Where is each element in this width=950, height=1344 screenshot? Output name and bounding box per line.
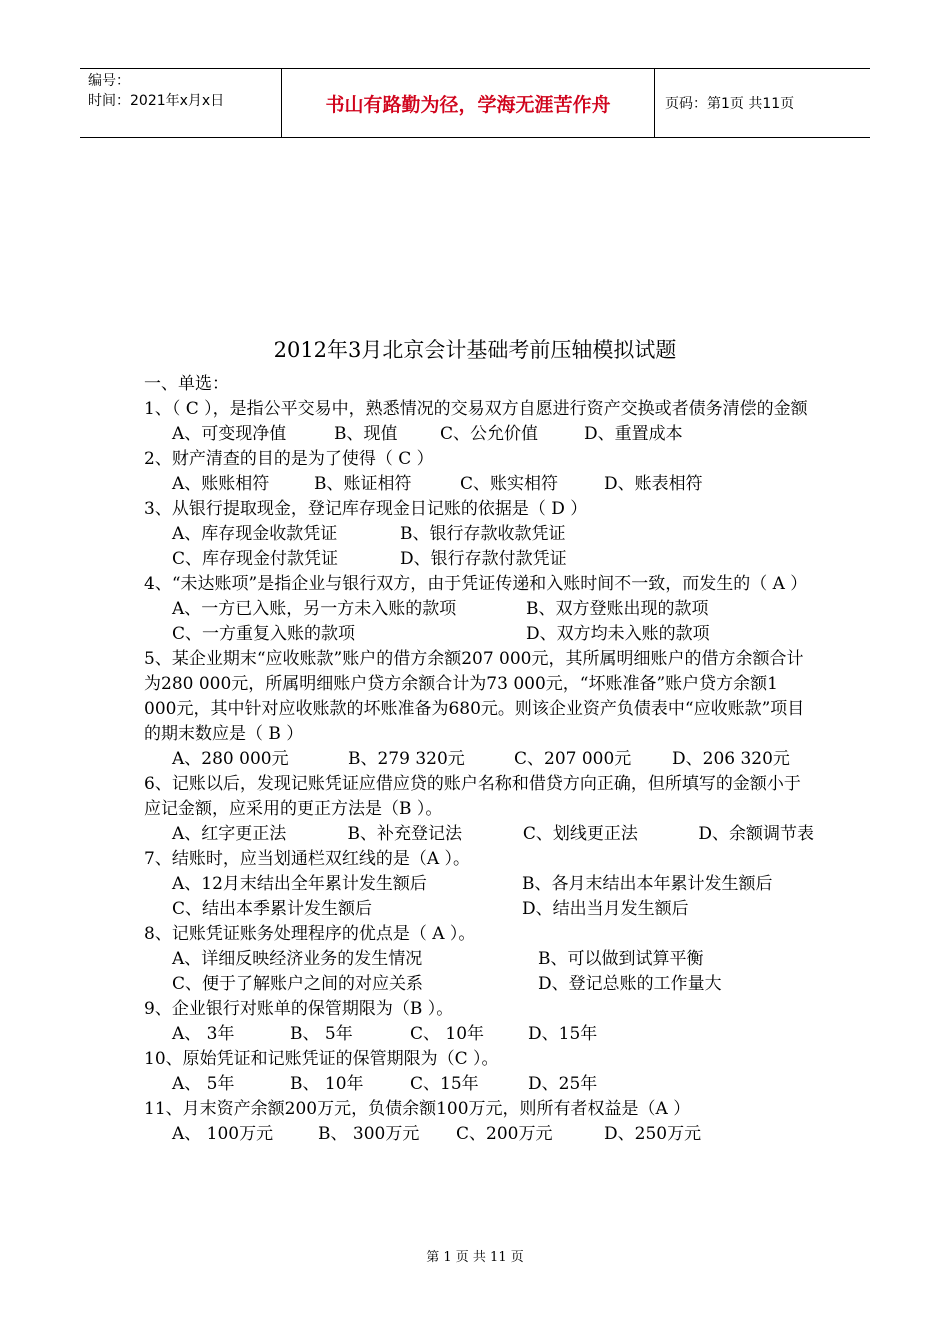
option-item: B、补充登记法 — [347, 824, 462, 844]
option-item: A、详细反映经济业务的发生情况 — [172, 949, 423, 969]
option-item: A、一方已入账，另一方未入账的款项 — [172, 599, 457, 619]
option-item: A、红字更正法 — [172, 824, 287, 844]
option-item: D、结出当月发生额后 — [522, 899, 689, 919]
header-motto: 书山有路勤为径，学海无涯苦作舟 — [282, 69, 655, 137]
option-row — [144, 472, 814, 497]
option-item: C、便于了解账户之间的对应关系 — [172, 974, 424, 994]
option-item: C、一方重复入账的款项 — [172, 624, 356, 644]
option-item: D、15年 — [528, 1024, 598, 1044]
option-row — [144, 822, 814, 847]
option-item: A、账账相符 — [172, 474, 270, 494]
option-item: C、划线更正法 — [522, 824, 638, 844]
option-item: A、12月末结出全年累计发生额后 — [172, 874, 427, 894]
section-heading: 一、单选： — [144, 374, 229, 394]
option-item: D、重置成本 — [584, 424, 683, 444]
option-row — [144, 1022, 814, 1047]
header-page-info: 页码：第1页 共11页 — [665, 96, 795, 112]
question-text: 3、从银行提取现金，登记库存现金日记账的依据是（ D ） — [144, 499, 588, 519]
option-row — [144, 622, 814, 647]
option-row — [144, 1072, 814, 1097]
option-item: B、银行存款收款凭证 — [400, 524, 566, 544]
option-item: B、账证相符 — [314, 474, 412, 494]
option-row — [144, 747, 814, 772]
option-item: D、余额调节表 — [698, 824, 814, 844]
option-item: D、25年 — [528, 1074, 598, 1094]
option-item: B、可以做到试算平衡 — [538, 949, 704, 969]
option-item: B、双方登账出现的款项 — [526, 599, 709, 619]
option-item: C、 10年 — [410, 1024, 485, 1044]
option-item: B、279 320元 — [348, 749, 465, 769]
option-row — [144, 1122, 814, 1147]
question-text: 8、记账凭证账务处理程序的优点是（ A ）。 — [144, 924, 476, 944]
time-label: 时间：2021年x月x日 — [88, 93, 225, 109]
document-title: 2012年3月北京会计基础考前压轴模拟试题 — [273, 338, 677, 362]
option-item: A、库存现金收款凭证 — [172, 524, 338, 544]
option-item: D、账表相符 — [604, 474, 703, 494]
option-item: A、 3年 — [172, 1024, 235, 1044]
page-footer: 第 1 页 共 11 页 — [426, 1250, 524, 1265]
option-item: A、 100万元 — [172, 1124, 274, 1144]
option-row — [144, 597, 814, 622]
option-row — [144, 972, 814, 997]
option-item: C、账实相符 — [460, 474, 559, 494]
option-row — [144, 547, 814, 572]
option-item: B、 300万元 — [318, 1124, 420, 1144]
option-item: C、结出本季累计发生额后 — [172, 899, 373, 919]
question-text: 11、月末资产余额200万元，负债余额100万元，则所有者权益是（A ） — [144, 1099, 691, 1119]
question-text: 7、结账时，应当划通栏双红线的是（A ）。 — [144, 849, 470, 869]
option-item: D、双方均未入账的款项 — [526, 624, 710, 644]
option-item: B、现值 — [334, 424, 398, 444]
question-text: 10、原始凭证和记账凭证的保管期限为（C ）。 — [144, 1049, 499, 1069]
option-item: A、280 000元 — [172, 749, 289, 769]
option-item: D、250万元 — [604, 1124, 702, 1144]
question-text: 4、“未达账项”是指企业与银行双方，由于凭证传递和入账时间不一致，而发生的（ A ） — [144, 574, 808, 594]
option-item: D、登记总账的工作量大 — [538, 974, 722, 994]
question-text: 6、记账以后，发现记账凭证应借应贷的账户名称和借贷方向正确，但所填写的金额小于应记金额，应采用的更正方法是（B ）。 — [144, 774, 801, 819]
option-item: A、可变现净值 — [172, 424, 287, 444]
option-item: B、 10年 — [290, 1074, 364, 1094]
option-row — [144, 947, 814, 972]
option-item: A、 5年 — [172, 1074, 235, 1094]
option-item: C、公允价值 — [440, 424, 539, 444]
question-text: 2、财产清查的目的是为了使得（ C ） — [144, 449, 434, 469]
option-item: C、15年 — [410, 1074, 479, 1094]
header-meta — [80, 69, 282, 137]
option-row — [144, 422, 814, 447]
question-text: 1、（ C ），是指公平交易中，熟悉情况的交易双方自愿进行资产交换或者债务清偿的金额 — [144, 399, 808, 419]
option-row — [144, 872, 814, 897]
option-item: C、库存现金付款凭证 — [172, 549, 339, 569]
option-row — [144, 897, 814, 922]
question-list — [144, 372, 814, 1147]
question-text: 5、某企业期末“应收账款”账户的借方余额207 000元，其所属明细账户的借方余额合计为280 000元，所属明细账户贷方余额合计为73 000元，“坏账准备”账户贷方余额1 000元，其中针对应收账款的坏账准备为680元。则该企业资产负债表中“应收账款”项目的期末数应是（ B ） — [144, 649, 805, 744]
number-label: 编号： — [88, 73, 130, 89]
option-item: C、207 000元 — [514, 749, 632, 769]
option-item: B、各月末结出本年累计发生额后 — [522, 874, 773, 894]
option-row — [144, 522, 814, 547]
option-item: C、200万元 — [456, 1124, 553, 1144]
question-text: 9、企业银行对账单的保管期限为（B ）。 — [144, 999, 454, 1019]
option-item: B、 5年 — [290, 1024, 353, 1044]
option-item: D、206 320元 — [672, 749, 790, 769]
page-header — [80, 68, 870, 138]
option-item: D、银行存款付款凭证 — [400, 549, 567, 569]
